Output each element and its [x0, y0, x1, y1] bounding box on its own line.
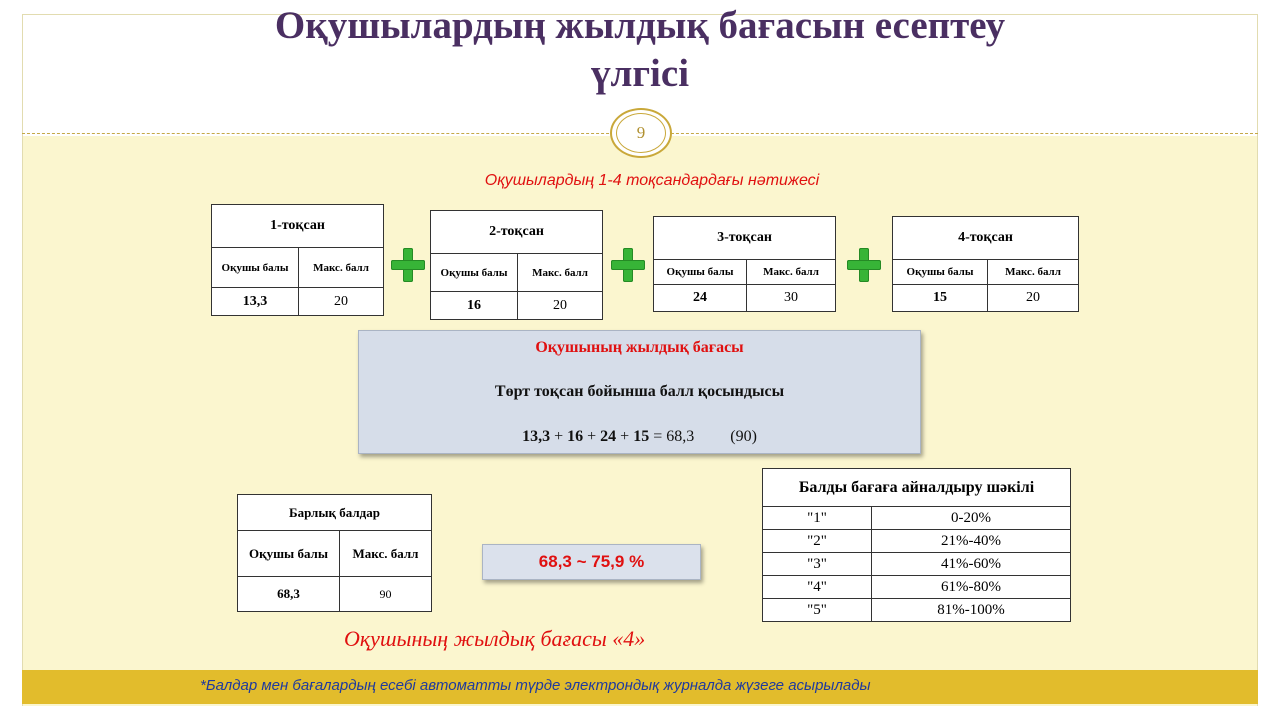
student-score: 16 — [431, 292, 518, 320]
plus-icon — [391, 248, 425, 282]
grade-cell: "2" — [763, 530, 872, 553]
page-title — [22, 2, 1258, 98]
table-row — [763, 530, 1071, 553]
annual-grade-result: Оқушының жылдық бағасы «4» — [344, 626, 646, 651]
range-cell: 41%-60% — [872, 553, 1071, 576]
max-score-header: Макс. балл — [747, 260, 836, 285]
student-score-header: Оқушы балы — [654, 260, 747, 285]
student-score: 24 — [654, 285, 747, 312]
annual-grade-title: Оқушының жылдық бағасы — [535, 339, 744, 356]
formula-term-2: 16 — [567, 428, 584, 445]
formula-equals: = — [653, 428, 663, 445]
total-scores-table — [237, 494, 432, 612]
grade-cell: "3" — [763, 553, 872, 576]
footer-note: *Балдар мен бағалардың есебі автоматты түрде электрондық журналда жүзеге асырылады — [200, 677, 871, 694]
grade-cell: "5" — [763, 599, 872, 622]
plus-icon — [611, 248, 645, 282]
formula-term-3: 24 — [600, 428, 617, 445]
grade-cell: "4" — [763, 576, 872, 599]
formula-plus: + — [554, 428, 564, 445]
range-cell: 21%-40% — [872, 530, 1071, 553]
slide-number-badge — [610, 108, 672, 158]
student-score-header: Оқушы балы — [893, 260, 988, 285]
student-score-header: Оқушы балы — [212, 248, 299, 288]
range-cell: 0-20% — [872, 507, 1071, 530]
slide-number: 9 — [616, 113, 666, 153]
quarter-title: 2-тоқсан — [431, 211, 603, 254]
quarter-4-table — [892, 216, 1079, 312]
max-score-header: Макс. балл — [340, 531, 432, 577]
quarter-title: 1-тоқсан — [212, 205, 384, 248]
quarter-2-table — [430, 210, 603, 320]
range-cell: 61%-80% — [872, 576, 1071, 599]
max-score: 20 — [518, 292, 603, 320]
max-score-header: Макс. балл — [988, 260, 1079, 285]
title-line-2: үлгісі — [590, 52, 690, 95]
range-cell: 81%-100% — [872, 599, 1071, 622]
formula-plus: + — [587, 428, 597, 445]
formula-max: (90) — [730, 428, 757, 445]
max-score: 20 — [299, 288, 384, 316]
annual-sum-formula — [359, 428, 920, 446]
student-score-header: Оқушы балы — [431, 254, 518, 292]
quarter-1-table — [211, 204, 384, 316]
student-score-header: Оқушы балы — [238, 531, 340, 577]
plus-icon — [847, 248, 881, 282]
quarter-title: 3-тоқсан — [654, 217, 836, 260]
annual-grade-description: Төрт тоқсан бойынша балл қосындысы — [494, 383, 785, 400]
max-score-header: Макс. балл — [299, 248, 384, 288]
total-title: Барлық балдар — [238, 495, 432, 531]
grade-scale-title: Балды бағаға айналдыру шәкілі — [763, 469, 1071, 507]
student-score: 15 — [893, 285, 988, 312]
quarter-title: 4-тоқсан — [893, 217, 1079, 260]
annual-grade-box — [358, 330, 921, 454]
table-row — [763, 576, 1071, 599]
results-subtitle: Оқушылардың 1-4 тоқсандардағы нәтижесі — [484, 172, 820, 189]
grade-scale-table — [762, 468, 1071, 622]
max-score: 90 — [340, 577, 432, 612]
table-row — [763, 553, 1071, 576]
quarter-3-table — [653, 216, 836, 312]
grade-cell: "1" — [763, 507, 872, 530]
formula-term-1: 13,3 — [522, 428, 551, 445]
formula-term-4: 15 — [633, 428, 650, 445]
max-score: 20 — [988, 285, 1079, 312]
title-line-1: Оқушылардың жылдық бағасын есептеу — [274, 4, 1006, 47]
percent-result-box: 68,3 ~ 75,9 % — [482, 544, 701, 580]
max-score-header: Макс. балл — [518, 254, 603, 292]
student-score: 68,3 — [238, 577, 340, 612]
max-score: 30 — [747, 285, 836, 312]
student-score: 13,3 — [212, 288, 299, 316]
table-row — [763, 599, 1071, 622]
formula-sum: 68,3 — [666, 428, 695, 445]
formula-plus: + — [620, 428, 630, 445]
table-row — [763, 507, 1071, 530]
